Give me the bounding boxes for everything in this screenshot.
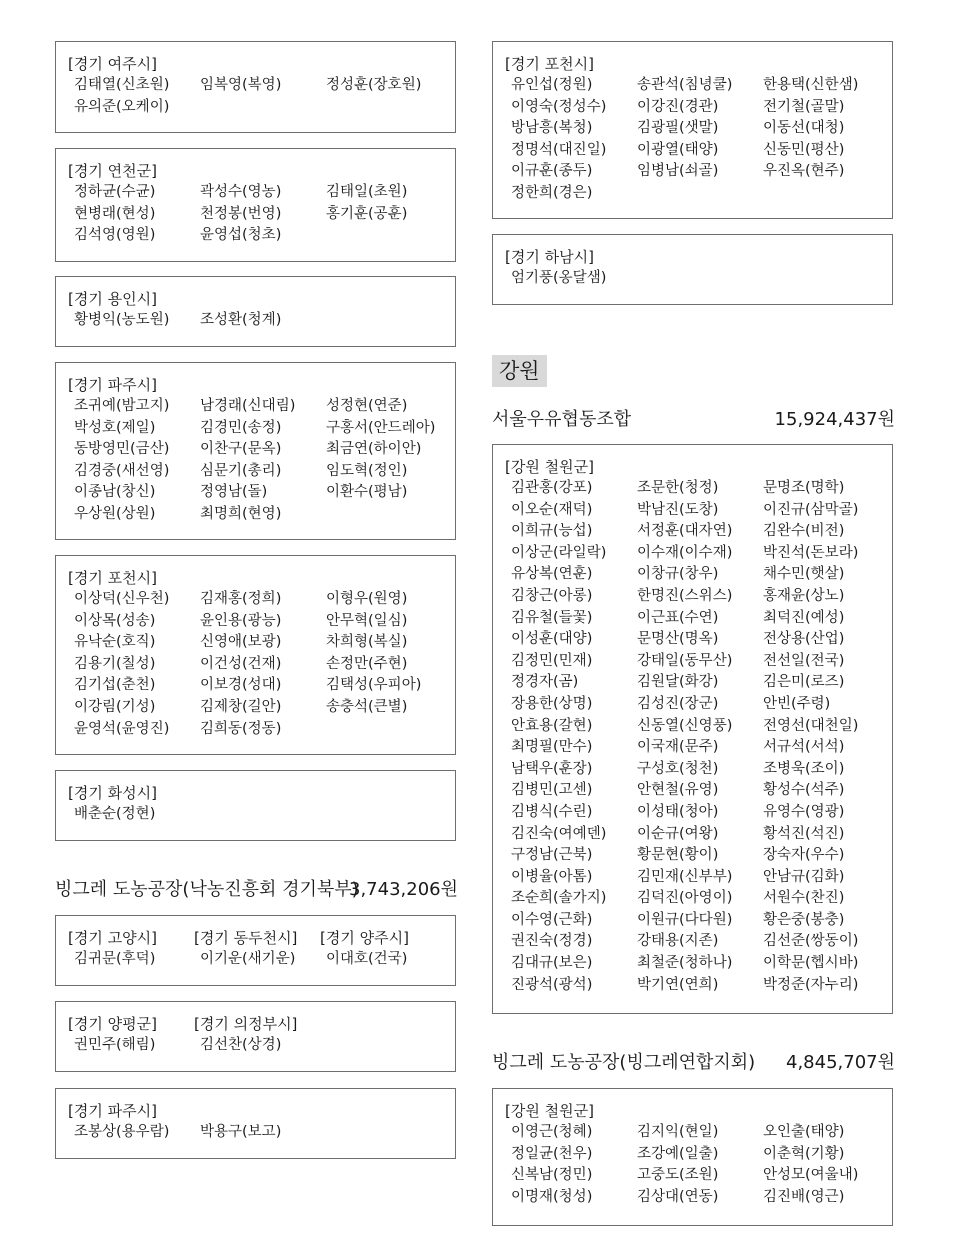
list-item: 이강림(기성) (74, 698, 156, 715)
list-item: 김재홍(정희) (200, 591, 282, 607)
list-item: 이진규(삼막골) (763, 501, 859, 518)
list-item: 이영숙(정성수) (511, 98, 607, 115)
list-item: 이찬구(문옥) (200, 441, 282, 458)
list-item: 김경민(송정) (200, 419, 282, 436)
name-grid (511, 1122, 880, 1208)
list-item: 박남진(도창) (637, 501, 719, 518)
list-item: 조문한(청정) (637, 480, 719, 496)
name-grid (74, 396, 443, 526)
list-item: 김귀문(후덕) (74, 951, 156, 967)
list-item: 이규훈(종두) (511, 163, 593, 180)
list-item: 강태일(동무산) (637, 652, 733, 669)
box-title: [경기 용인시] (68, 290, 157, 308)
list-item: 정성훈(장호원) (326, 77, 422, 93)
list-item: 김지익(현일) (637, 1124, 719, 1140)
list-item: 김석영(영원) (74, 227, 156, 244)
list-item: 이보경(성대) (200, 677, 282, 694)
list-item: 황석진(석진) (763, 825, 845, 842)
list-item: 이영근(청혜) (511, 1124, 593, 1140)
list-item: 이병율(아톰) (511, 868, 593, 885)
list-item: 최철준(청하나) (637, 955, 733, 972)
list-item: 조봉상(용우람) (74, 1124, 170, 1140)
list-item: 한명진(스위스) (637, 587, 733, 604)
section-heading (492, 1051, 895, 1075)
list-item: 김창근(아롱) (511, 587, 593, 604)
list-item: 송관석(침녕쿨) (637, 77, 733, 93)
list-item: 정한희(경은) (511, 184, 593, 201)
list-item: 조귀예(밤고지) (74, 398, 170, 414)
list-item: 유영수(영광) (763, 803, 845, 820)
box-title: [경기 양평군] (68, 1015, 157, 1033)
list-item: 김관홍(강포) (511, 480, 593, 496)
list-item: 김경중(새선영) (74, 462, 170, 479)
list-item: 이국재(문주) (637, 739, 719, 756)
list-item: 임복영(복영) (200, 77, 282, 93)
list-item: 조성환(청계) (200, 312, 282, 328)
list-item: 손정만(주현) (326, 655, 408, 672)
list-item: 이성훈(대양) (511, 631, 593, 648)
list-item: 정명석(대진일) (511, 141, 607, 158)
list-item: 배춘순(정현) (74, 806, 156, 822)
box-title: [경기 하남시] (505, 248, 594, 266)
list-item: 문명산(명옥) (637, 631, 719, 648)
farm-box-yeoju (55, 41, 456, 133)
box-title: [강원 철원군] (505, 1102, 594, 1120)
list-item: 황문현(황이) (637, 847, 719, 864)
section-title: 빙그레 도농공장(빙그레연합지회) (492, 1052, 756, 1073)
name-grid (511, 75, 880, 205)
list-item: 정일균(천우) (511, 1145, 593, 1162)
list-item: 이건성(건재) (200, 655, 282, 672)
farm-box-goyang-group (55, 915, 456, 986)
section-amount: 4,845,707원 (786, 1052, 895, 1073)
name-grid (74, 949, 443, 971)
list-item: 김정민(민재) (511, 652, 593, 669)
list-item: 박진석(돈보라) (763, 544, 859, 561)
list-item: 김태열(신초원) (74, 77, 170, 93)
list-item: 강태용(지존) (637, 933, 719, 950)
list-item: 김진숙(여예덴) (511, 825, 607, 842)
box-title: [강원 철원군] (505, 458, 594, 476)
farm-box-pocheon (55, 555, 456, 755)
list-item: 전영선(대천일) (763, 717, 859, 734)
list-item: 이명재(청성) (511, 1188, 593, 1205)
name-grid (511, 268, 880, 290)
farm-box-yangpyeong-group (55, 1001, 456, 1072)
list-item: 안무혁(일심) (326, 612, 408, 629)
list-item: 안효용(갈현) (511, 717, 593, 734)
list-item: 이동선(대청) (763, 120, 845, 137)
list-item: 엄기풍(옹달샘) (511, 270, 607, 286)
list-item: 신동열(신영풍) (637, 717, 733, 734)
box-title: [경기 파주시] (68, 1102, 157, 1120)
list-item: 천정봉(번영) (200, 205, 282, 222)
name-grid (74, 182, 443, 247)
list-item: 이창규(창우) (637, 566, 719, 583)
list-item: 김진배(영근) (763, 1188, 845, 1205)
list-item: 방남흥(복청) (511, 120, 593, 137)
farm-box-paju-2 (55, 1088, 456, 1159)
list-item: 서규석(서석) (763, 739, 845, 756)
list-item: 이상덕(신우천) (74, 591, 170, 607)
list-item: 김유철(들꽃) (511, 609, 593, 626)
list-item: 동방영민(금산) (74, 441, 170, 458)
box-title: [경기 연천군] (68, 162, 157, 180)
list-item: 이대호(건국) (326, 951, 408, 967)
list-item: 진광석(광석) (511, 976, 593, 993)
list-item: 남택우(훈장) (511, 760, 593, 777)
list-item: 이근표(수연) (637, 609, 719, 626)
list-item: 안남규(김화) (763, 868, 845, 885)
list-item: 안현철(유영) (637, 782, 719, 799)
list-item: 김용기(칠성) (74, 655, 156, 672)
name-grid (511, 478, 880, 996)
list-item: 권민주(해림) (74, 1037, 156, 1053)
list-item: 황은중(봉충) (763, 911, 845, 928)
list-item: 한용택(신한샘) (763, 77, 859, 93)
list-item: 차희형(복실) (326, 634, 408, 651)
list-item: 박정준(자누리) (763, 976, 859, 993)
list-item: 이성태(청아) (637, 803, 719, 820)
section-amount: 15,924,437원 (774, 409, 895, 430)
list-item: 이학문(헵시바) (763, 955, 859, 972)
list-item: 이상목(성송) (74, 612, 156, 629)
list-item: 이광열(태양) (637, 141, 719, 158)
list-item: 김병식(수린) (511, 803, 593, 820)
list-item: 김대규(보은) (511, 955, 593, 972)
list-item: 우상원(상원) (74, 505, 156, 522)
list-item: 서정훈(대자연) (637, 523, 733, 540)
list-item: 심문기(총리) (200, 462, 282, 479)
list-item: 임도혁(정인) (326, 462, 408, 479)
list-item: 유낙순(호직) (74, 634, 156, 651)
list-item: 황병익(농도원) (74, 312, 170, 328)
section-title: 서울우유협동조합 (492, 409, 632, 430)
box-title: [경기 고양시] (68, 929, 157, 947)
list-item: 이수영(근화) (511, 911, 593, 928)
list-item: 신동민(평산) (763, 141, 845, 158)
list-item: 송충석(큰별) (326, 698, 408, 715)
list-item: 고중도(조원) (637, 1167, 719, 1184)
list-item: 조병욱(조이) (763, 760, 845, 777)
list-item: 조강예(일출) (637, 1145, 719, 1162)
list-item: 전상용(산업) (763, 631, 845, 648)
section-heading (492, 408, 895, 432)
list-item: 유상복(연훈) (511, 566, 593, 583)
name-grid (74, 75, 443, 118)
list-item: 박용구(보고) (200, 1124, 282, 1140)
list-item: 이오순(재덕) (511, 501, 593, 518)
list-item: 문명조(명학) (763, 480, 845, 496)
list-item: 정경자(곰) (511, 674, 579, 691)
list-item: 채수민(햇살) (763, 566, 845, 583)
name-grid (74, 310, 443, 332)
region-tag: 강원 (492, 355, 547, 387)
farm-box-yeoncheon (55, 148, 456, 262)
list-item: 최덕진(예성) (763, 609, 845, 626)
list-item: 이종남(창신) (74, 484, 156, 501)
box-title: [경기 양주시] (320, 929, 409, 947)
list-item: 최금연(하이안) (326, 441, 422, 458)
list-item: 박성호(제일) (74, 419, 156, 436)
list-item: 윤영섭(청초) (200, 227, 282, 244)
list-item: 현병래(현성) (74, 205, 156, 222)
list-item: 최명희(현영) (200, 505, 282, 522)
list-item: 윤인용(광능) (200, 612, 282, 629)
section-heading (55, 878, 458, 902)
list-item: 전선일(전국) (763, 652, 845, 669)
farm-box-cheorwon-2 (492, 1088, 893, 1226)
farm-box-hwaseong (55, 770, 456, 841)
box-title: [경기 화성시] (68, 784, 157, 802)
list-item: 홍재윤(상노) (763, 587, 845, 604)
list-item: 구성호(청천) (637, 760, 719, 777)
list-item: 김병민(고센) (511, 782, 593, 799)
name-grid (74, 1035, 443, 1057)
list-item: 안성모(여울내) (763, 1167, 859, 1184)
box-title: [경기 여주시] (68, 55, 157, 73)
list-item: 이춘혁(기황) (763, 1145, 845, 1162)
list-item: 오인출(태양) (763, 1124, 845, 1140)
list-item: 권진숙(정경) (511, 933, 593, 950)
list-item: 안빈(주령) (763, 695, 831, 712)
list-item: 서원수(찬진) (763, 890, 845, 907)
list-item: 김원달(화강) (637, 674, 719, 691)
list-item: 신복남(정민) (511, 1167, 593, 1184)
list-item: 우진옥(현주) (763, 163, 845, 180)
box-title: [경기 파주시] (68, 376, 157, 394)
list-item: 남경래(신대림) (200, 398, 296, 414)
list-item: 정영남(돌) (200, 484, 268, 501)
farm-box-hanam (492, 234, 893, 305)
list-item: 최명필(만수) (511, 739, 593, 756)
list-item: 황성수(석주) (763, 782, 845, 799)
list-item: 곽성수(영농) (200, 184, 282, 200)
list-item: 이원규(다다원) (637, 911, 733, 928)
farm-box-yongin (55, 276, 456, 347)
list-item: 성정현(연준) (326, 398, 408, 414)
list-item: 이강진(경관) (637, 98, 719, 115)
list-item: 김은미(로즈) (763, 674, 845, 691)
list-item: 김광필(샛말) (637, 120, 719, 137)
farm-box-pocheon-2 (492, 41, 893, 219)
section-title: 빙그레 도농공장(낙농진흥회 경기북부) (55, 879, 359, 900)
farm-box-paju (55, 362, 456, 540)
list-item: 김민재(신부부) (637, 868, 733, 885)
list-item: 이상군(라일락) (511, 544, 607, 561)
list-item: 유의준(오케이) (74, 98, 170, 115)
list-item: 장용한(상명) (511, 695, 593, 712)
list-item: 이기운(새기운) (200, 951, 296, 967)
list-item: 이환수(평남) (326, 484, 408, 501)
box-title: [경기 포천시] (68, 569, 157, 587)
name-grid (74, 1122, 443, 1144)
box-titles (68, 927, 443, 949)
list-item: 김제창(길안) (200, 698, 282, 715)
list-item: 김희동(정동) (200, 720, 282, 737)
list-item: 이수재(이수재) (637, 544, 733, 561)
list-item: 홍기훈(공훈) (326, 205, 408, 222)
box-title: [경기 동두천시] (194, 929, 298, 947)
list-item: 유인섭(정원) (511, 77, 593, 93)
list-item: 조순희(솔가지) (511, 890, 607, 907)
list-item: 박기연(연희) (637, 976, 719, 993)
list-item: 윤영석(윤영진) (74, 720, 170, 737)
list-item: 정하균(수균) (74, 184, 156, 200)
list-item: 이희규(능섭) (511, 523, 593, 540)
name-grid (74, 804, 443, 826)
list-item: 김태일(초원) (326, 184, 408, 200)
farm-box-cheorwon (492, 444, 893, 1014)
name-grid (74, 589, 443, 740)
list-item: 전기철(골말) (763, 98, 845, 115)
list-item: 김완수(비전) (763, 523, 845, 540)
box-titles (68, 1013, 443, 1035)
list-item: 신영애(보광) (200, 634, 282, 651)
box-title: [경기 의정부시] (194, 1015, 298, 1033)
list-item: 구정남(근북) (511, 847, 593, 864)
list-item: 김기섭(춘천) (74, 677, 156, 694)
list-item: 김선찬(상경) (200, 1037, 282, 1053)
list-item: 임병남(쇠골) (637, 163, 719, 180)
list-item: 김선준(쌍동이) (763, 933, 859, 950)
list-item: 김상대(연동) (637, 1188, 719, 1205)
list-item: 김택성(우피아) (326, 677, 422, 694)
list-item: 구홍서(안드레아) (326, 419, 436, 436)
list-item: 김성진(장군) (637, 695, 719, 712)
list-item: 이순규(여왕) (637, 825, 719, 842)
list-item: 장숙자(우수) (763, 847, 845, 864)
list-item: 김덕진(아영이) (637, 890, 733, 907)
box-title: [경기 포천시] (505, 55, 594, 73)
section-amount: 3,743,206원 (349, 879, 458, 900)
list-item: 이형우(원영) (326, 591, 408, 607)
